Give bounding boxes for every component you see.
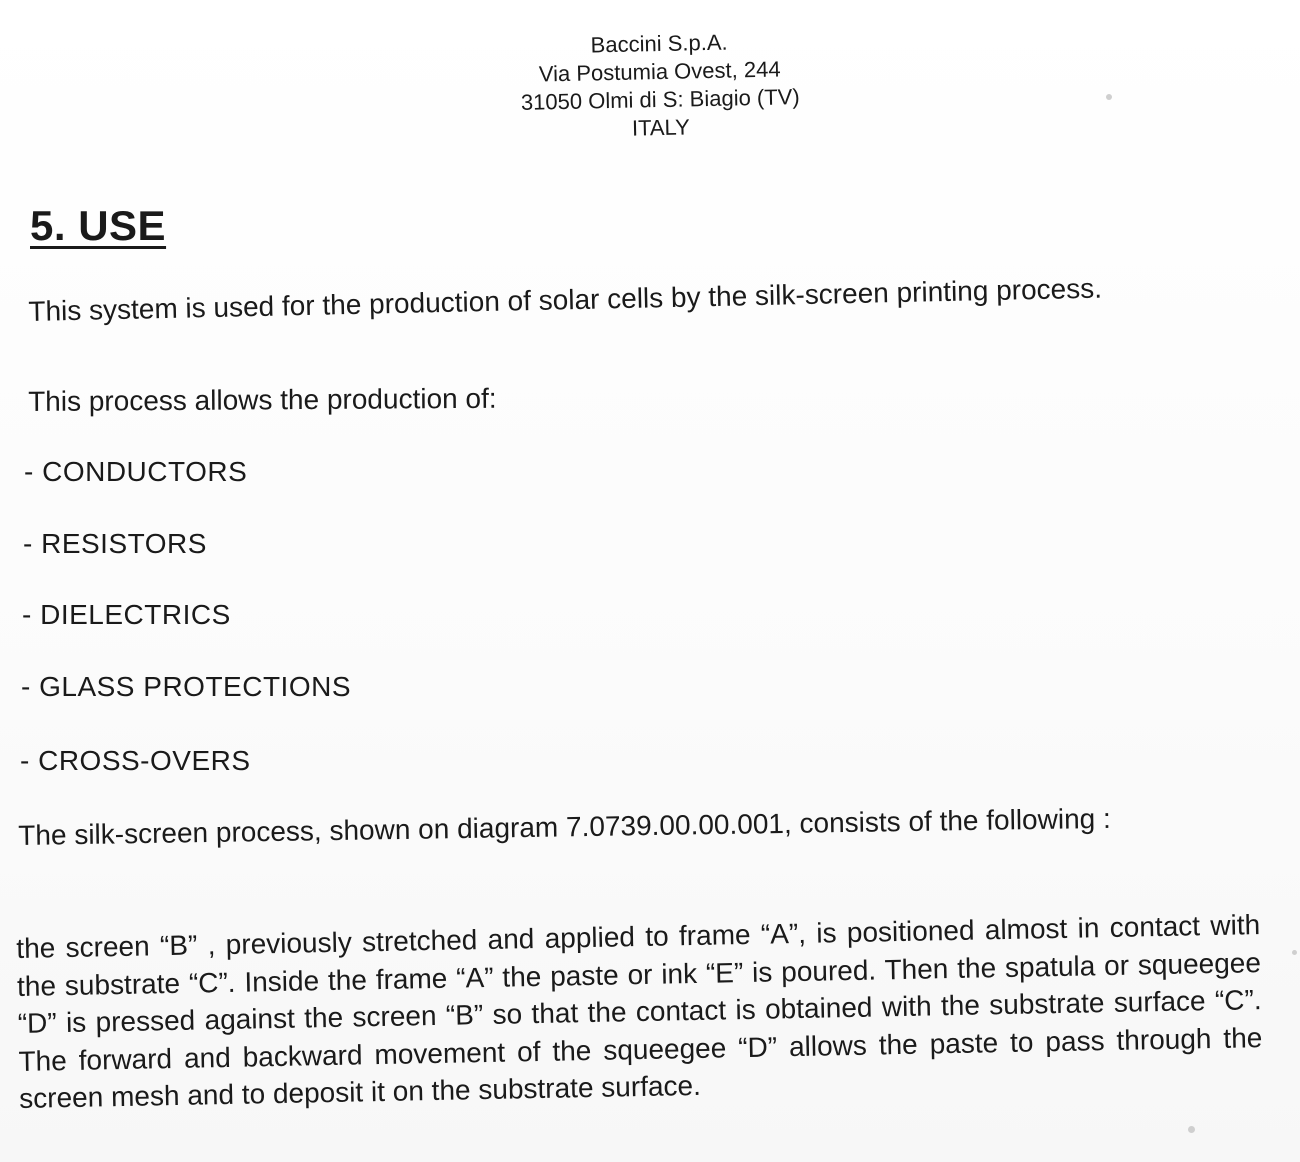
intro-paragraph: This system is used for the production of solar cells by the silk-screen printing process. (28, 272, 1103, 327)
list-item-resistors: - RESISTORS (23, 528, 207, 559)
list-item-cross-overs: - CROSS-OVERS (20, 745, 251, 776)
company-name: Baccini S.p.A. (590, 29, 728, 58)
list-item-dielectrics: - DIELECTRICS (22, 599, 231, 630)
process-description-paragraph: the screen “B” , previously stretched and applied to frame “A”, is positioned almost in contact with the substrate “C”. Inside the frame “A” the paste or ink “E” is poured. Then the spatula or squeegee “D” is pressed against the screen “B” so that the contact is obtained with the substrate surface “C”. The forward and backward movement of the squeegee “D” allows the paste to pass through the screen mesh and to deposit it on the substrate surface. (16, 909, 1263, 1114)
section-heading: 5. USE (30, 202, 167, 249)
list-item-glass-protections: - GLASS PROTECTIONS (21, 671, 351, 702)
paper-speck (1292, 950, 1297, 955)
city-address: 31050 Olmi di S: Biagio (TV) (520, 84, 800, 115)
paper-speck (1106, 94, 1112, 100)
street-address: Via Postumia Ovest, 244 (538, 56, 781, 87)
country: ITALY (631, 114, 691, 141)
list-item-conductors: - CONDUCTORS (24, 456, 248, 487)
allows-line: This process allows the production of: (28, 382, 497, 417)
company-address (439, 25, 881, 146)
process-intro-paragraph: The silk-screen process, shown on diagram 7.0739.00.00.001, consists of the following : (18, 802, 1111, 851)
paper-speck (1188, 1126, 1195, 1133)
